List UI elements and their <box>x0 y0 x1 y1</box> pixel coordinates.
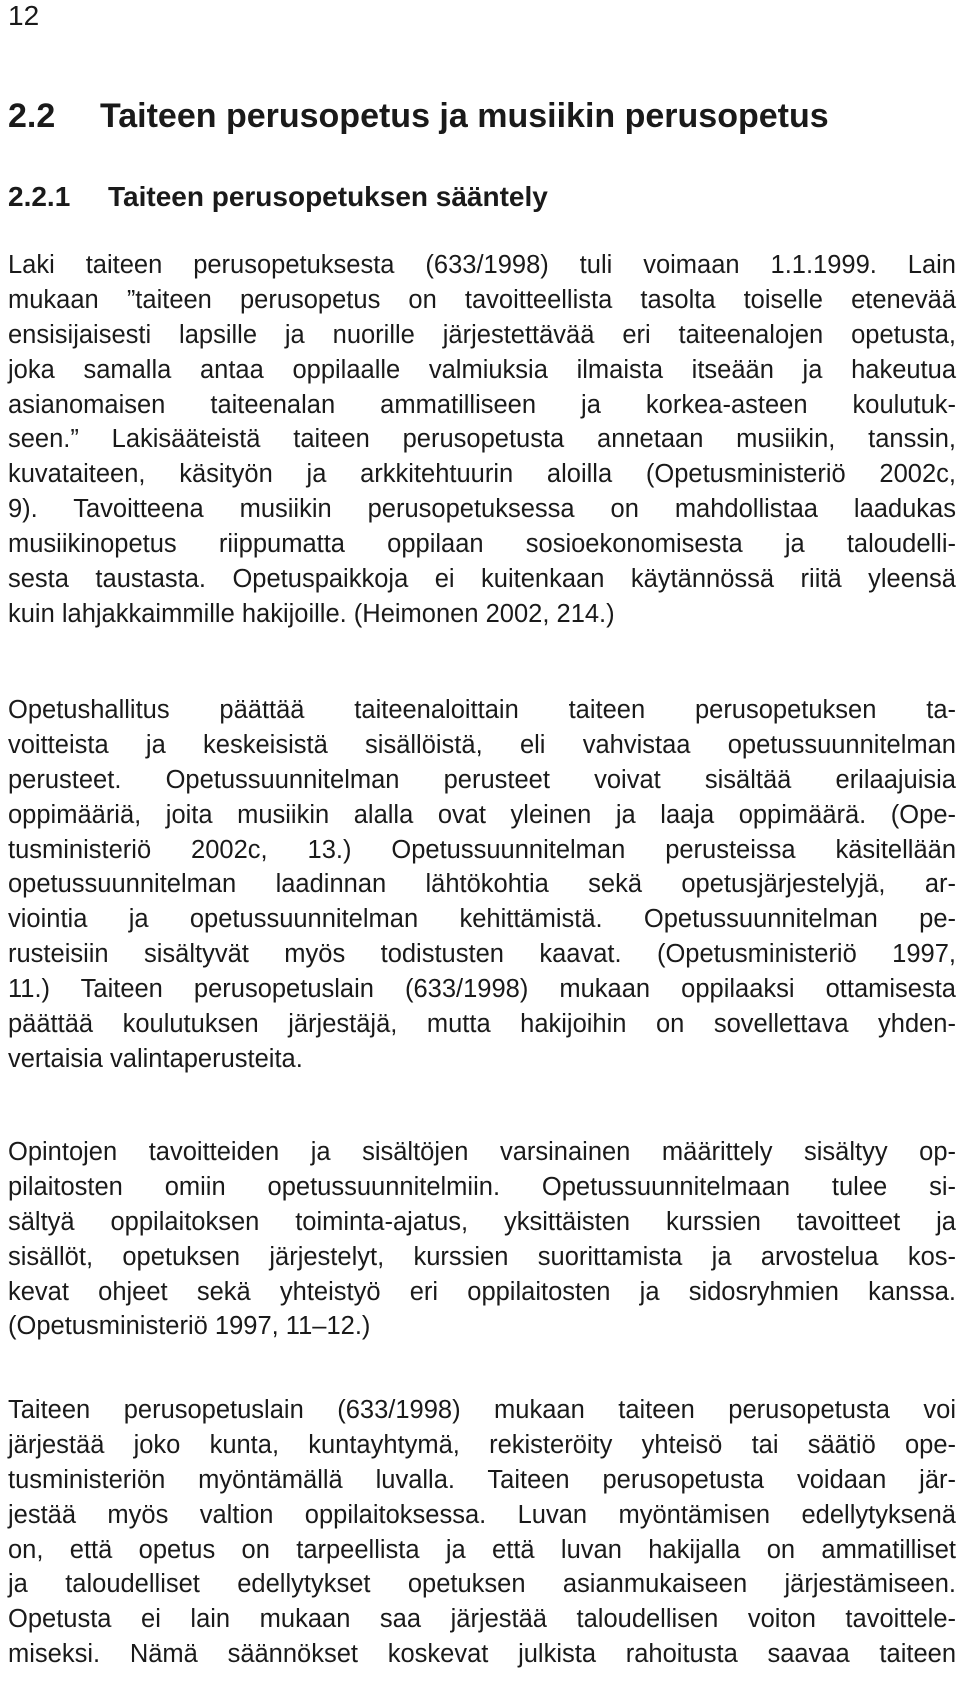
text-line: on, että opetus on tarpeellista ja että luvan hakijalla on ammatilliset <box>8 1535 956 1564</box>
text-line: miseksi. Nämä säännökset koskevat julkista rahoitusta saavaa taiteen <box>8 1640 956 1669</box>
text-line: päättää koulutuksen järjestäjä, mutta hakijoihin on sovellettava yhden- <box>8 1010 956 1039</box>
text-line: sesta taustasta. Opetuspaikkoja ei kuitenkaan käytännössä riitä yleensä <box>8 565 956 594</box>
subsection-number: 2.2.1 <box>8 181 71 212</box>
paragraph <box>8 248 956 632</box>
text-line: 9). Tavoitteena musiikin perusopetuksessa on mahdollistaa laadukas <box>8 495 956 524</box>
text-line: kevat ohjeet sekä yhteistyö eri oppilaitosten ja sidosryhmien kanssa. <box>8 1277 956 1306</box>
text-line: Taiteen perusopetuslain (633/1998) mukaan taiteen perusopetusta voi <box>8 1396 956 1424</box>
text-line: seen.” Lakisääteistä taiteen perusopetusta annetaan musiikin, tanssin, <box>8 425 956 454</box>
text-line: sältyä oppilaitoksen toiminta-ajatus, yksittäisten kurssien tavoitteet ja <box>8 1207 956 1236</box>
text-line: rusteisiin sisältyvät myös todistusten kaavat. (Opetusministeriö 1997, <box>8 940 956 969</box>
text-line: kuvataiteen, käsityön ja arkkitehtuurin aloilla (Opetusministeriö 2002c, <box>8 460 956 489</box>
text-line: mukaan ”taiteen perusopetus on tavoitteellista tasolta toiselle etenevää <box>8 285 956 314</box>
text-line: ensisijaisesti lapsille ja nuorille järjestettävää eri taiteenalojen opetusta, <box>8 320 956 349</box>
text-line: joka samalla antaa oppilaalle valmiuksia ilmaista itseään ja hakeutua <box>8 355 956 384</box>
paragraph <box>8 1135 956 1344</box>
text-line: järjestää joko kunta, kuntayhtymä, rekisteröity yhteisö tai säätiö ope- <box>8 1430 956 1459</box>
paragraph <box>8 693 956 1077</box>
text-line: Laki taiteen perusopetuksesta (633/1998) tuli voimaan 1.1.1999. Lain <box>8 251 956 279</box>
section-number: 2.2 <box>8 97 56 135</box>
text-line: vertaisia valintaperusteita. <box>8 1044 303 1073</box>
subsection-heading <box>8 180 548 214</box>
text-line: (Opetusministeriö 1997, 11–12.) <box>8 1312 371 1341</box>
text-line: Opintojen tavoitteiden ja sisältöjen varsinainen määrittely sisältyy op- <box>8 1138 956 1166</box>
text-line: Opetusta ei lain mukaan saa järjestää taloudellisen voiton tavoittele- <box>8 1605 956 1634</box>
text-line: perusteet. Opetussuunnitelman perusteet voivat sisältää erilaajuisia <box>8 765 956 794</box>
text-line: tusministeriön myöntämällä luvalla. Taiteen perusopetusta voidaan jär- <box>8 1465 956 1494</box>
section-title: Taiteen perusopetus ja musiikin perusopetus <box>100 97 829 135</box>
section-heading <box>8 96 829 136</box>
text-line: 11.) Taiteen perusopetuslain (633/1998) mukaan oppilaaksi ottamisesta <box>8 975 956 1004</box>
text-line: viointia ja opetussuunnitelman kehittämistä. Opetussuunnitelman pe- <box>8 905 956 934</box>
text-line: tusministeriö 2002c, 13.) Opetussuunnitelman perusteissa käsitellään <box>8 835 956 864</box>
subsection-title: Taiteen perusopetuksen sääntely <box>108 181 548 212</box>
text-line: voitteista ja keskeisistä sisällöistä, eli vahvistaa opetussuunnitelman <box>8 730 956 759</box>
text-line: jestää myös valtion oppilaitoksessa. Luvan myöntämisen edellytyksenä <box>8 1500 956 1529</box>
text-line: pilaitosten omiin opetussuunnitelmiin. Opetussuunnitelmaan tulee si- <box>8 1172 956 1201</box>
text-line: opetussuunnitelman laadinnan lähtökohtia sekä opetusjärjestelyjä, ar- <box>8 870 956 899</box>
text-line: ja taloudelliset edellytykset opetuksen asianmukaiseen järjestämiseen. <box>8 1570 956 1599</box>
paragraph <box>8 1393 956 1672</box>
text-line: oppimääriä, joita musiikin alalla ovat yleinen ja laaja oppimäärä. (Ope- <box>8 800 956 829</box>
text-line: asianomaisen taiteenalan ammatilliseen ja korkea-asteen koulutuk- <box>8 390 956 419</box>
text-line: kuin lahjakkaimmille hakijoille. (Heimonen 2002, 214.) <box>8 599 615 628</box>
text-line: sisällöt, opetuksen järjestelyt, kurssien suorittamista ja arvostelua kos- <box>8 1242 956 1271</box>
page-number: 12 <box>8 0 40 31</box>
text-line: musiikinopetus riippumatta oppilaan sosioekonomisesta ja taloudelli- <box>8 530 956 559</box>
text-line: Opetushallitus päättää taiteenaloittain taiteen perusopetuksen ta- <box>8 696 956 724</box>
